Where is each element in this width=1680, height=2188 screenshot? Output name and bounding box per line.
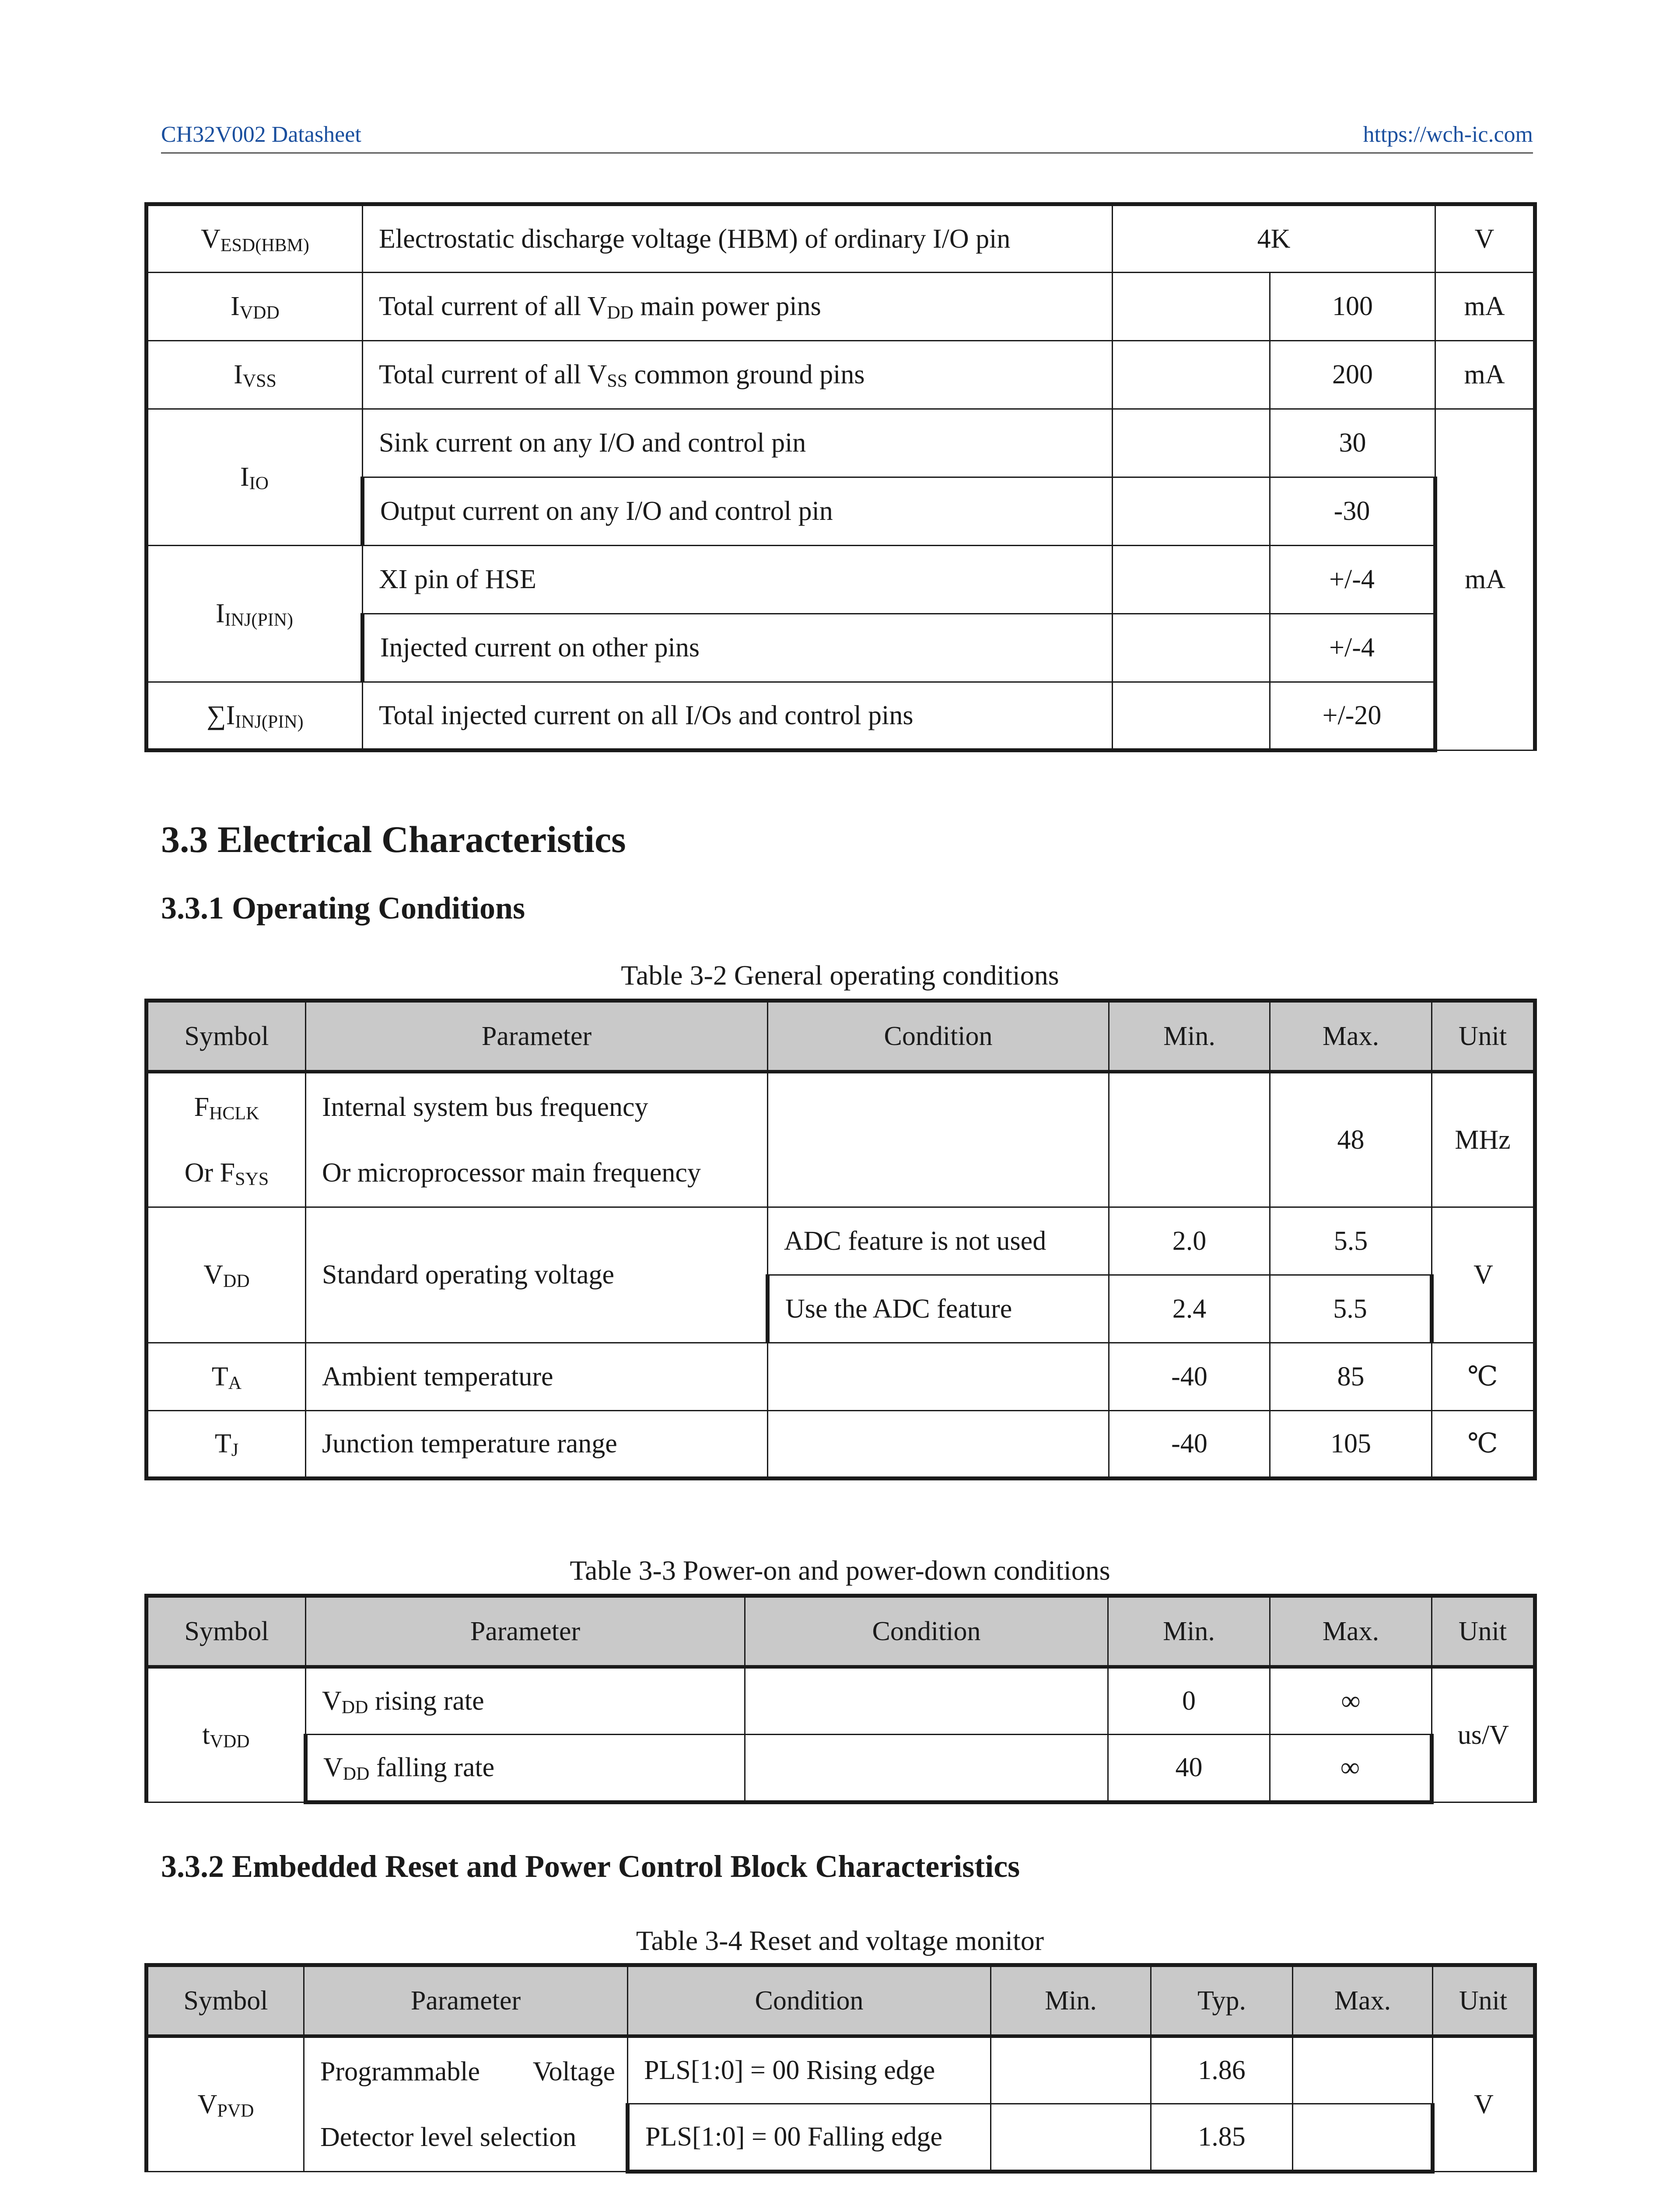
table-row [147,1411,1535,1479]
max-cell: 5.5 [1270,1207,1432,1275]
empty-cell [1113,409,1270,477]
parameter-cell: Injected current on other pins [363,614,1113,682]
column-header: Symbol [147,1001,306,1072]
table-row [147,1343,1535,1411]
column-header: Max. [1293,1965,1433,2036]
column-header: Symbol [147,1965,304,2036]
max-cell: 85 [1270,1343,1432,1411]
section-heading-3-3-1: 3.3.1 Operating Conditions [161,891,525,926]
empty-cell [1113,273,1270,341]
empty-cell [1113,682,1270,750]
empty-cell [1109,1072,1270,1207]
column-header: Condition [768,1001,1109,1072]
table-row [147,2036,1535,2104]
table-header-row [147,1001,1535,1072]
empty-cell [745,1667,1108,1735]
parameter-cell: $V_{DD}$ rising rate [306,1667,745,1735]
parameter-cell: Internal system bus frequency Or microprocessor main frequency [306,1072,768,1207]
max-cell: 48 [1270,1072,1432,1207]
empty-cell [768,1072,1109,1207]
parameter-cell: Programmable Voltage Detector level selection [304,2036,628,2172]
table-row [147,1667,1535,1735]
unit-cell: V [1432,1207,1535,1343]
empty-cell [768,1343,1109,1411]
unit-cell: us/V [1432,1667,1535,1802]
empty-cell [1113,477,1270,546]
symbol-cell: $V_{PVD}$ [147,2036,304,2172]
parameter-cell: Standard operating voltage [306,1207,768,1343]
column-header: Condition [745,1596,1108,1667]
table-caption: Table 3-4 Reset and voltage monitor [636,1925,1044,1956]
empty-cell [768,1411,1109,1479]
min-cell: 40 [1108,1735,1270,1802]
symbol-cell: $I_{IO}$ [147,409,363,546]
min-cell: 0 [1108,1667,1270,1735]
max-cell: ∞ [1270,1667,1432,1735]
typ-cell: 1.86 [1151,2036,1293,2104]
unit-cell: MHz [1432,1072,1535,1207]
symbol-cell: $\sum I_{INJ(PIN)}$ [147,682,363,750]
header-divider [161,152,1533,154]
parameter-cell: Ambient temperature [306,1343,768,1411]
value-cell: 4K [1113,204,1435,273]
unit-cell: mA [1435,273,1535,341]
symbol-cell: $I_{VSS}$ [147,341,363,409]
table-header-row [147,1596,1535,1667]
column-header: Symbol [147,1596,306,1667]
table-row [147,204,1535,273]
typ-cell: 1.85 [1151,2104,1293,2172]
section-heading-3-3-2: 3.3.2 Embedded Reset and Power Control Block Characteristics [161,1849,1020,1884]
empty-cell [991,2036,1151,2104]
max-cell: 105 [1270,1411,1432,1479]
unit-cell: ℃ [1432,1411,1535,1479]
section-heading-3-3: 3.3 Electrical Characteristics [161,818,626,860]
column-header: Typ. [1151,1965,1293,2036]
power-on-conditions-table [144,1594,1537,1804]
min-cell: 2.4 [1109,1275,1270,1343]
condition-cell: ADC feature is not used [768,1207,1109,1275]
unit-cell: mA [1435,409,1535,750]
symbol-cell: $I_{INJ(PIN)}$ [147,546,363,682]
column-header: Max. [1270,1001,1432,1072]
table-row [147,409,1535,477]
unit-cell: mA [1435,341,1535,409]
value-cell: 200 [1270,341,1435,409]
column-header: Condition [628,1965,991,2036]
condition-cell: PLS[1:0] = 00 Falling edge [628,2104,991,2172]
empty-cell [745,1735,1108,1802]
empty-cell [1293,2104,1433,2172]
column-header: Min. [991,1965,1151,2036]
column-header: Parameter [304,1965,628,2036]
table-row [147,1072,1535,1207]
column-header: Parameter [306,1596,745,1667]
min-cell: -40 [1109,1343,1270,1411]
reset-voltage-monitor-table [144,1963,1537,2174]
parameter-cell: XI pin of HSE [363,546,1113,614]
unit-cell: ℃ [1432,1343,1535,1411]
unit-cell: V [1435,204,1535,273]
table-row [147,682,1535,750]
table-row [147,273,1535,341]
parameter-cell: Electrostatic discharge voltage (HBM) of ordinary I/O pin [363,204,1113,273]
symbol-cell: $I_{VDD}$ [147,273,363,341]
parameter-cell: Total current of all $V_{DD}$ main power pins [363,273,1113,341]
parameter-cell: Output current on any I/O and control pin [363,477,1113,546]
column-header: Unit [1432,1596,1535,1667]
table-caption: Table 3-2 General operating conditions [621,960,1059,991]
value-cell: +/-4 [1270,614,1435,682]
max-cell: ∞ [1270,1735,1432,1802]
table-caption: Table 3-3 Power-on and power-down conditions [570,1555,1110,1586]
column-header: Min. [1109,1001,1270,1072]
condition-cell: Use the ADC feature [768,1275,1109,1343]
parameter-cell: Sink current on any I/O and control pin [363,409,1113,477]
parameter-cell: $V_{DD}$ falling rate [306,1735,745,1802]
condition-cell: PLS[1:0] = 00 Rising edge [628,2036,991,2104]
min-cell: 2.0 [1109,1207,1270,1275]
unit-cell: V [1433,2036,1535,2172]
min-cell: -40 [1109,1411,1270,1479]
column-header: Unit [1433,1965,1535,2036]
column-header: Unit [1432,1001,1535,1072]
empty-cell [1113,546,1270,614]
column-header: Parameter [306,1001,768,1072]
value-cell: 100 [1270,273,1435,341]
parameter-cell: Junction temperature range [306,1411,768,1479]
symbol-cell: $T_A$ [147,1343,306,1411]
empty-cell [991,2104,1151,2172]
value-cell: 30 [1270,409,1435,477]
value-cell: +/-4 [1270,546,1435,614]
general-operating-conditions-table [144,999,1537,1480]
table-row [147,546,1535,614]
table-row [147,341,1535,409]
symbol-cell: $F_{HCLK}$ Or $F_{SYS}$ [147,1072,306,1207]
absolute-ratings-table [144,202,1537,752]
empty-cell [1113,341,1270,409]
value-cell: +/-20 [1270,682,1435,750]
symbol-cell: $T_J$ [147,1411,306,1479]
value-cell: -30 [1270,477,1435,546]
empty-cell [1113,614,1270,682]
table-row [147,1735,1535,1802]
parameter-cell: Total current of all $V_{SS}$ common ground pins [363,341,1113,409]
symbol-cell: $V_{ESD(HBM)}$ [147,204,363,273]
symbol-cell: $t_{VDD}$ [147,1667,306,1802]
doc-url-link[interactable]: https://wch-ic.com [1363,122,1533,147]
symbol-cell: $V_{DD}$ [147,1207,306,1343]
doc-title: CH32V002 Datasheet [161,122,361,147]
table-row [147,1207,1535,1275]
empty-cell [1293,2036,1433,2104]
parameter-cell: Total injected current on all I/Os and control pins [363,682,1113,750]
column-header: Min. [1108,1596,1270,1667]
column-header: Max. [1270,1596,1432,1667]
table-header-row [147,1965,1535,2036]
max-cell: 5.5 [1270,1275,1432,1343]
